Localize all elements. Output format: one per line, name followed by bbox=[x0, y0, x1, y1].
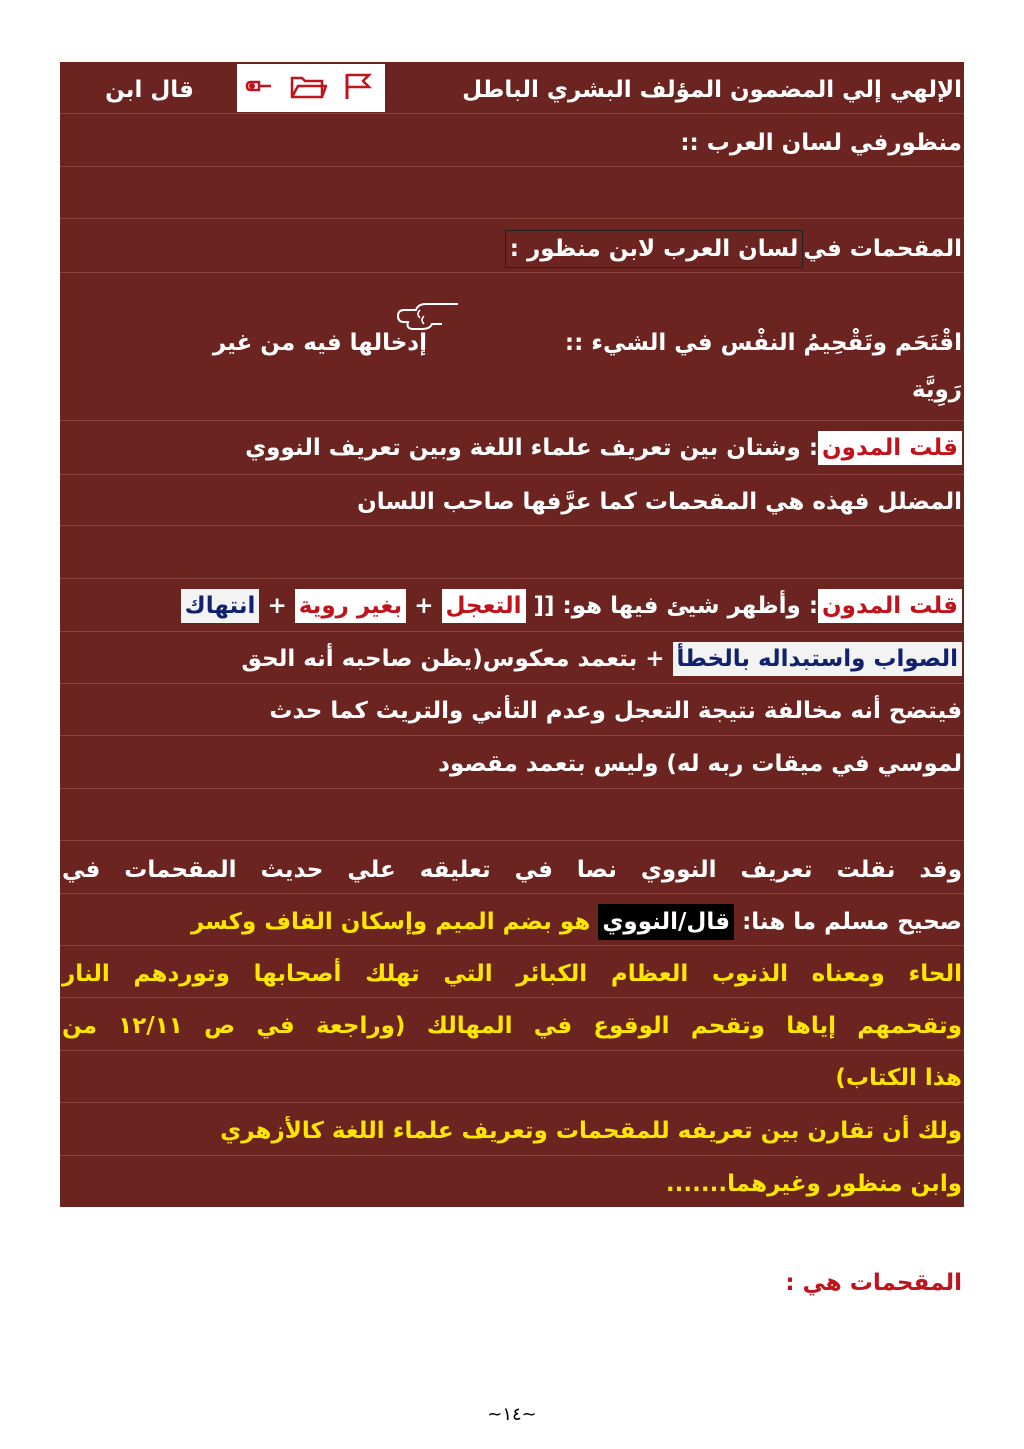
row-divider bbox=[60, 788, 964, 789]
text-line-12 bbox=[62, 852, 962, 892]
text-line-4 bbox=[565, 325, 962, 365]
row-divider bbox=[60, 113, 964, 114]
row-divider bbox=[60, 1102, 964, 1103]
boxed-title: لسان العرب لابن منظور : bbox=[505, 230, 804, 268]
text-line-16 bbox=[835, 1060, 962, 1100]
line-text: : وأظهر شيئ فيها هو: [[ bbox=[533, 593, 819, 619]
text-line-7 bbox=[357, 484, 962, 524]
quote-text: هو بضم الميم وإسكان القاف وكسر bbox=[190, 909, 591, 935]
text-line-5 bbox=[912, 372, 962, 412]
row-divider bbox=[60, 272, 964, 273]
text-line-1-end bbox=[105, 72, 194, 112]
plus-sign: + bbox=[267, 593, 287, 619]
row-divider bbox=[60, 997, 964, 998]
quote-text: وتقحمهم إياها وتقحم الوقوع في المهالك (وراجعة في ص ١٢/١١ من bbox=[62, 1013, 962, 1039]
row-divider bbox=[60, 218, 964, 219]
keyword-box: التعجل bbox=[442, 589, 526, 623]
page-number: ~١٤~ bbox=[487, 1404, 537, 1425]
commentator-label: قلت المدون bbox=[818, 589, 962, 623]
line-text: اقْتَحَم وتَقْحِيمُ النفْس في الشيء :: bbox=[564, 330, 962, 356]
line-text: + بتعمد معكوس(يظن صاحبه أنه الحق bbox=[241, 646, 665, 672]
line-text: صحيح مسلم ما هنا: bbox=[742, 909, 962, 935]
row-divider bbox=[60, 474, 964, 475]
row-divider bbox=[60, 1155, 964, 1156]
text-line-14 bbox=[62, 956, 962, 996]
line-text: وقد نقلت تعريف النووي نصا في تعليقه علي حديث المقحمات في bbox=[62, 857, 962, 883]
line-text: المضلل فهذه هي المقحمات كما عرَّفها صاحب اللسان bbox=[357, 489, 962, 515]
line-text: منظورفي لسان العرب :: bbox=[680, 130, 962, 156]
text-line-2 bbox=[680, 125, 962, 165]
text-line-10 bbox=[269, 693, 962, 733]
text-line-15 bbox=[62, 1008, 962, 1048]
line-text: : وشتان بين تعريف علماء اللغة وبين تعريف النووي bbox=[245, 435, 819, 461]
folder-icon bbox=[289, 72, 327, 104]
text-line-13 bbox=[191, 904, 962, 944]
line-text: قال ابن bbox=[105, 77, 194, 103]
section-heading: المقحمات هي : bbox=[785, 1270, 962, 1296]
row-divider bbox=[60, 578, 964, 579]
commentator-label: قلت المدون bbox=[818, 431, 962, 465]
keyword-box: الصواب واستبداله بالخطأ bbox=[673, 642, 962, 676]
row-divider bbox=[60, 893, 964, 894]
quote-text: الحاء ومعناه الذنوب العظام الكبائر التي تهلك أصحابها وتوردهم النار bbox=[62, 961, 962, 987]
keyword-box: انتهاك bbox=[181, 589, 260, 623]
text-line-18 bbox=[666, 1166, 962, 1206]
row-divider bbox=[60, 166, 964, 167]
pointing-hand-icon bbox=[245, 77, 273, 99]
quote-text: ولك أن تقارن بين تعريفه للمقحمات وتعريف علماء اللغة كالأزهري bbox=[220, 1118, 962, 1144]
quote-source-box: قال/النووي bbox=[598, 904, 734, 940]
text-line-4-end bbox=[213, 325, 427, 365]
line-text: رَوِيَّة bbox=[911, 377, 962, 403]
text-line-6 bbox=[245, 430, 962, 470]
quote-text: هذا الكتاب) bbox=[835, 1065, 962, 1091]
text-line-8 bbox=[181, 588, 962, 628]
line-text: المقحمات في bbox=[803, 236, 962, 262]
row-divider bbox=[60, 1050, 964, 1051]
plus-sign: + bbox=[414, 593, 434, 619]
line-text: إدخالها فيه من غير bbox=[212, 330, 427, 356]
text-line-1 bbox=[462, 72, 962, 112]
icon-strip bbox=[237, 64, 385, 112]
keyword-box: بغير روية bbox=[295, 589, 406, 623]
row-divider bbox=[60, 735, 964, 736]
row-divider bbox=[60, 631, 964, 632]
line-text: لموسي في ميقات ربه له) وليس بتعمد مقصود bbox=[438, 751, 962, 777]
row-divider bbox=[60, 683, 964, 684]
flag-icon bbox=[343, 71, 377, 105]
line-text: فيتضح أنه مخالفة نتيجة التعجل وعدم التأني والتريث كما حدث bbox=[269, 698, 962, 724]
row-divider bbox=[60, 420, 964, 421]
text-line-17 bbox=[220, 1113, 962, 1153]
text-line-11 bbox=[438, 746, 962, 786]
row-divider bbox=[60, 840, 964, 841]
quote-text: وابن منظور وغيرهما....... bbox=[665, 1171, 962, 1197]
text-line-9 bbox=[241, 641, 962, 681]
row-divider bbox=[60, 525, 964, 526]
row-divider bbox=[60, 945, 964, 946]
line-text: الإلهي إلي المضمون المؤلف البشري الباطل bbox=[462, 77, 962, 103]
text-line-3 bbox=[505, 230, 962, 270]
